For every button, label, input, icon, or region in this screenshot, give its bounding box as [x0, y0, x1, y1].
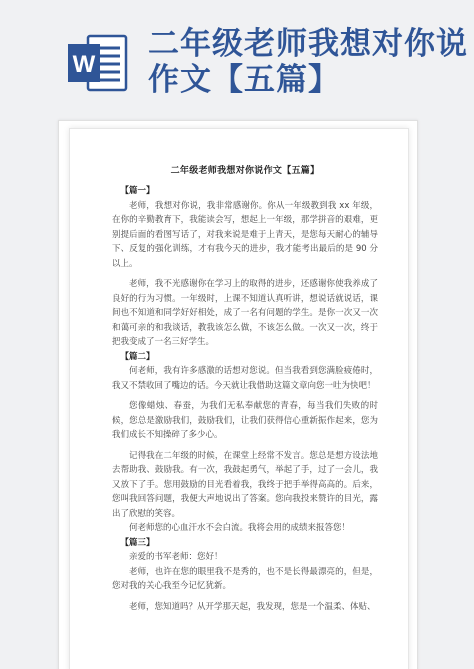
document-page — [69, 128, 409, 669]
paragraph: 记得我在二年级的时候，在课堂上经常不发言。您总是想方设法地去帮助我、鼓励我。有一次，我鼓起勇气，举起了手，过了一会儿，我又放下了手。您用鼓励的目光看着我，我终于把手举得高高的。后来，您叫我回答问题，我便大声地说出了答案。您向我投来赞许的目光，露出了欣慰的笑容。 — [112, 450, 378, 519]
page-title: 二年级老师我想对你说作文【五篇】 — [148, 26, 468, 98]
paragraph: 老师，也许在您的眼里我不是秀的，也不是长得最漂亮的，但是，您对我的关心我至今记忆犹新。 — [112, 566, 378, 591]
document-title: 二年级老师我想对你说作文【五篇】 — [170, 166, 320, 176]
paragraph: 您像蜡烛、春蚕，为我们无私奉献您的青春，每当我们失败的时候，您总是激励我们，鼓励我们，让我们获得信心重新振作起来，您为我们成长不知操碎了多少心。 — [112, 401, 378, 440]
section-heading-1: 【篇一】 — [120, 186, 155, 196]
banner — [0, 0, 474, 118]
paragraph: 老师，您知道吗？从开学那天起，我发现，您是一个温柔、体贴、 — [129, 601, 376, 612]
paragraph: 亲爱的书军老师：您好！ — [129, 552, 223, 562]
section-heading-3: 【篇三】 — [120, 537, 155, 548]
paragraph: 何老师您的心血汗水不会白流。我将会用的成绩来报答您！ — [129, 523, 351, 533]
section-heading-2: 【篇二】 — [120, 351, 155, 362]
word-document-icon — [66, 34, 128, 92]
paragraph: 老师，我不光感谢你在学习上的取得的进步，还感谢你使我养成了良好的行为习惯。一年级时，上课不知道认真听讲，想说话就说话，课间也不知道和同学好好相处，成了一名有问题的学生。是你一次又一次和蔼可亲的和我谈话，教我该怎么做，不该怎么做。一次又一次，终于把我变成了一名三好学生。 — [112, 279, 378, 347]
document-content — [70, 129, 408, 614]
paragraph: 老师，我想对你说，我非常感谢你。你从一年级教到我 xx 年级，在你的辛勤教育下，我能读会写，想起上一年级，那学拼音的艰难，更别提后面的看图写话了，对我来说是难于上青天，是您每天耐心的辅导下、反复的强化训练，才有我今天的进步，我才能考出最后的是 90 分以上。 — [112, 200, 378, 269]
svg-text:W: W — [72, 51, 96, 78]
paragraph: 何老师，我有许多感激的话想对您说。但当我看到您满脸疲倦时，我又不禁收回了嘴边的话。今天就让我借助这篇文章向您一吐为快吧！ — [112, 366, 378, 391]
